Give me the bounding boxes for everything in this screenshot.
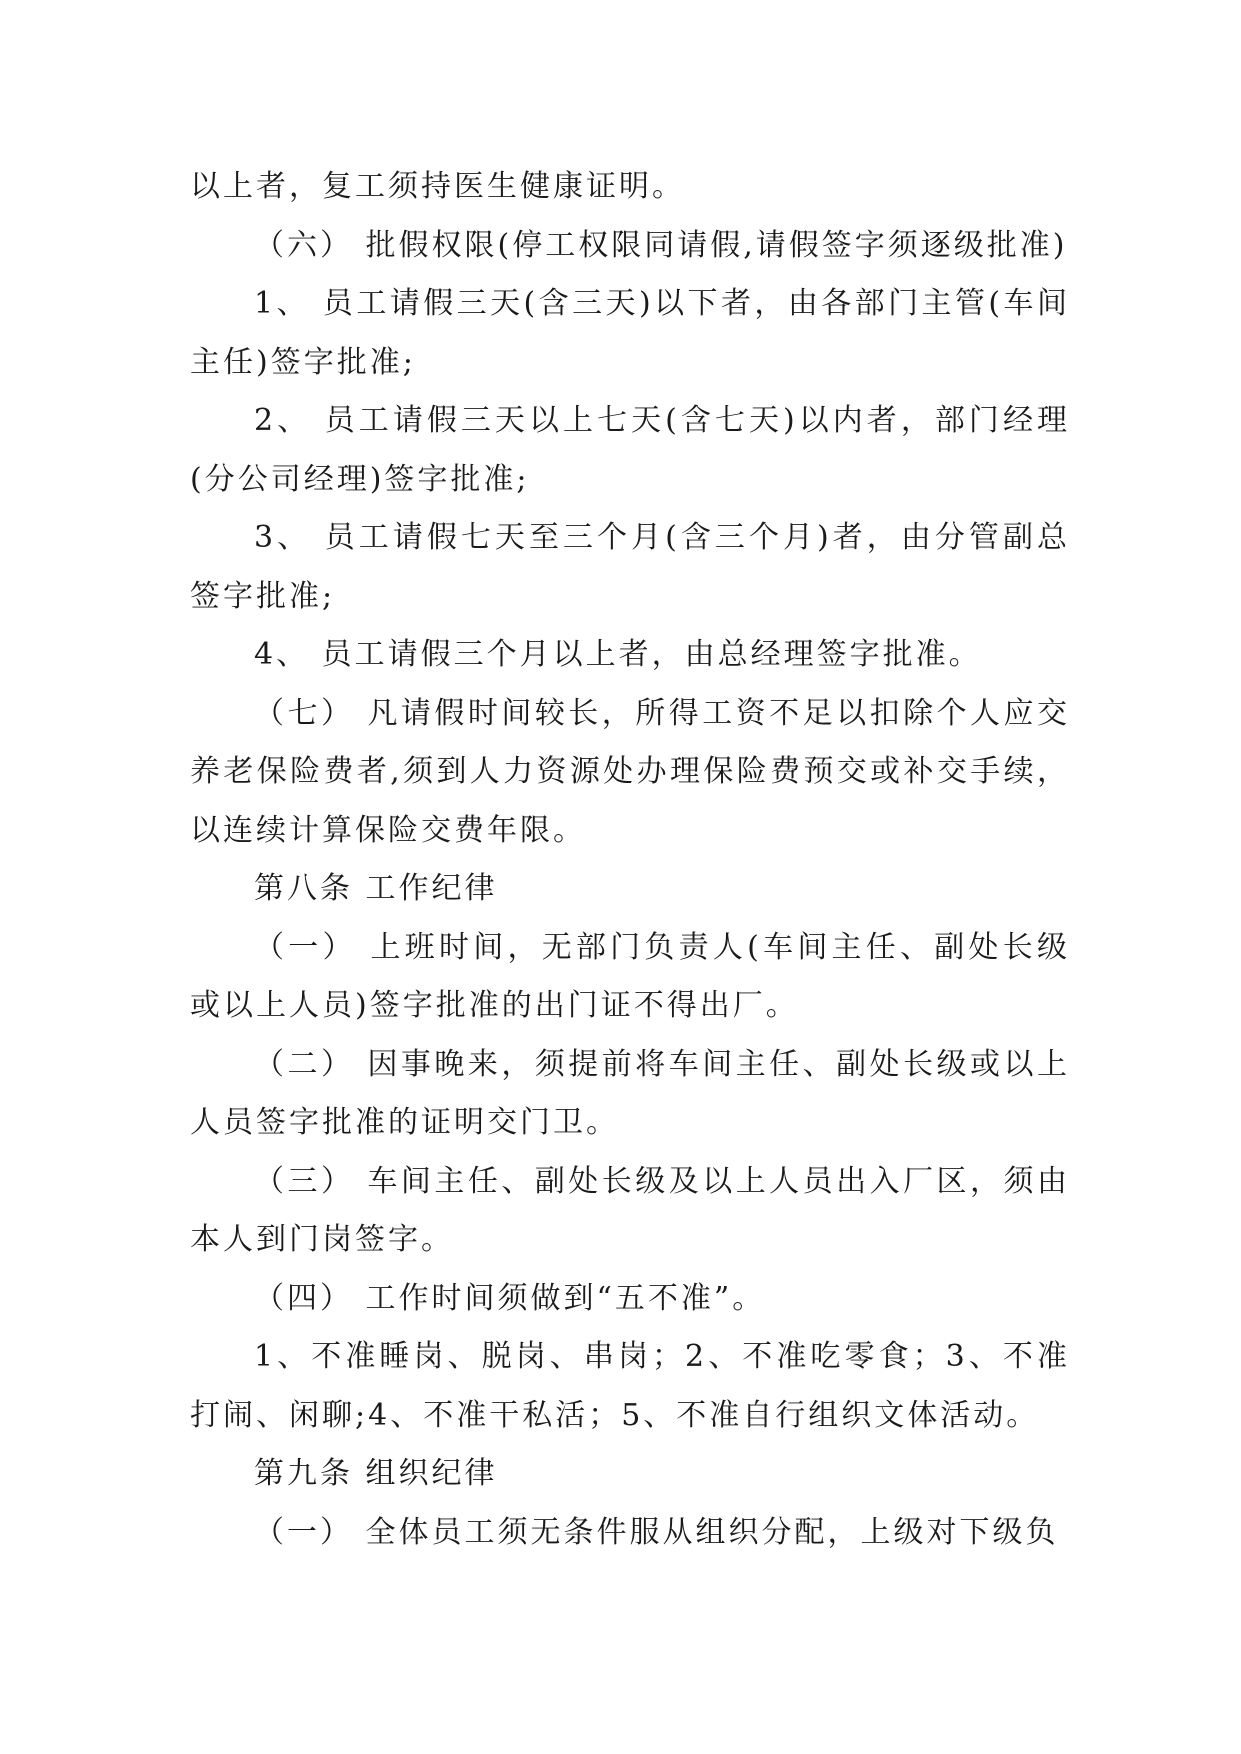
paragraph-leave-rule-4: 4、 员工请假三个月以上者，由总经理签字批准。 (254, 637, 982, 672)
paragraph-insurance: （七） 凡请假时间较长，所得工资不足以扣除个人应交养老保险费者,须到人力资源处办理保险费预交或补交手续，以连续计算保险交费年限。 (190, 695, 1070, 848)
heading-article-8: 第八条 工作纪律 (254, 871, 498, 906)
document-body (190, 158, 1070, 1562)
paragraph-exit-pass: （一） 上班时间，无部门负责人(车间主任、副处长级或以上人员)签字批准的出门证不得出厂。 (190, 929, 1070, 1023)
paragraph-leave-rule-2: 2、 员工请假三天以上七天(含七天)以内者，部门经理(分公司经理)签字批准; (190, 403, 1070, 497)
paragraph-leave-rule-3: 3、 员工请假七天至三个月(含三个月)者，由分管副总签字批准; (190, 520, 1070, 614)
paragraph-continuation: 以上者，复工须持医生健康证明。 (190, 169, 685, 204)
paragraph-obey-organization: （一） 全体员工须无条件服从组织分配，上级对下级负 (254, 1514, 1059, 1550)
heading-article-9: 第九条 组织纪律 (254, 1456, 498, 1491)
paragraph-entry-sign: （三） 车间主任、副处长级及以上人员出入厂区，须由本人到门岗签字。 (190, 1163, 1070, 1257)
paragraph-approval-authority: （六） 批假权限(停工权限同请假,请假签字须逐级批准) (254, 227, 1068, 263)
paragraph-late-arrival: （二） 因事晚来，须提前将车间主任、副处长级或以上人员签字批准的证明交门卫。 (190, 1046, 1070, 1140)
paragraph-five-rules-list: 1、不准睡岗、脱岗、串岗；2、不准吃零食；3、不准打闹、闲聊;4、不准干私活；5、不准自行组织文体活动。 (190, 1339, 1070, 1433)
paragraph-five-rules-heading: （四） 工作时间须做到“五不准”。 (254, 1280, 766, 1316)
paragraph-leave-rule-1: 1、 员工请假三天(含三天)以下者，由各部门主管(车间主任)签字批准; (190, 286, 1070, 380)
